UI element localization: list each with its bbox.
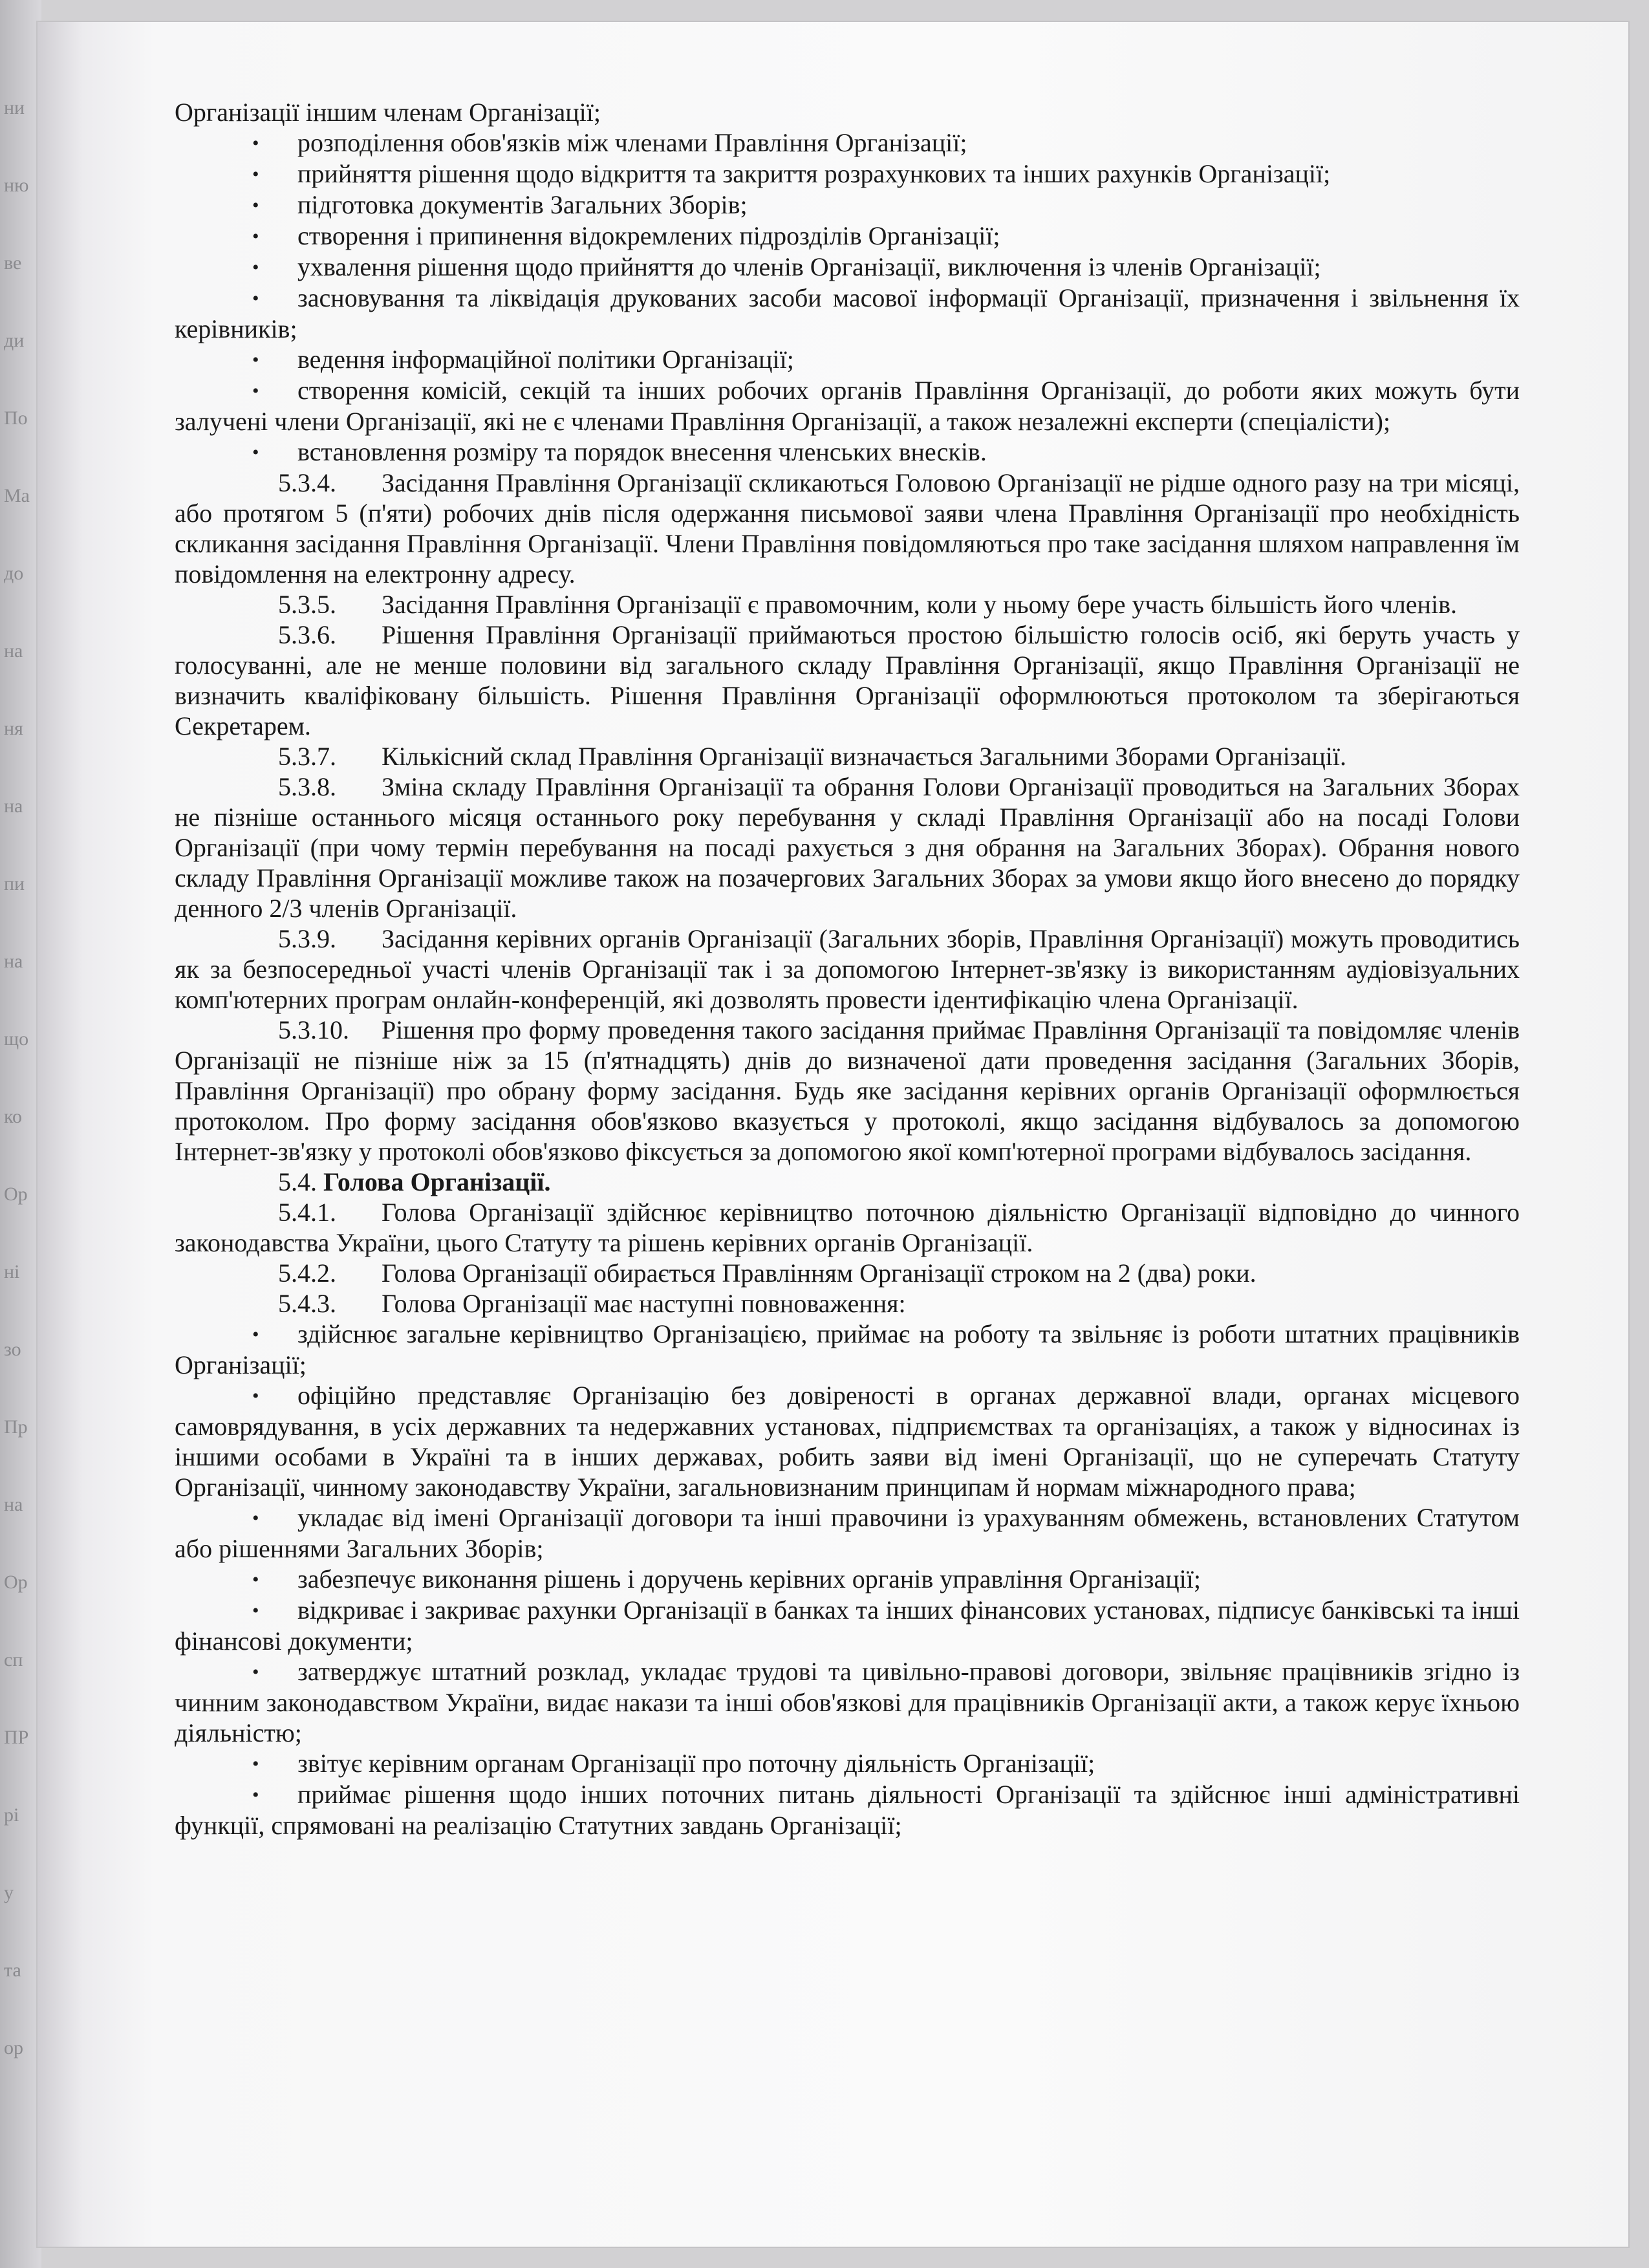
clause-number: 5.4.2. bbox=[278, 1258, 336, 1288]
bullet-text: ведення інформаційної політики Організації; bbox=[297, 345, 794, 374]
bullet-text: укладає від імені Організації договори та інші правочини із урахуванням обмежень, встановлених Статутом або рішеннями Загальних Зборів; bbox=[175, 1503, 1520, 1563]
bullet-item bbox=[175, 1319, 1520, 1380]
numbered-clause bbox=[175, 741, 1520, 772]
clause-text: Голова Організації здійснює керівництво поточною діяльністю Організації відповідно до чинного законодавства України, цього Статуту та рішень керівних органів Організації. bbox=[175, 1198, 1520, 1257]
edge-text-fragment: сп bbox=[4, 1649, 23, 1670]
paragraph-continuation: Організації іншим членам Організації; bbox=[175, 98, 601, 127]
edge-text-fragment: зо bbox=[4, 1339, 21, 1360]
scan-left-edge bbox=[0, 0, 41, 2268]
clause-number: 5.3.9. bbox=[278, 924, 336, 953]
bullet-text: приймає рішення щодо інших поточних питань діяльності Організації та здійснює інші адміністративні функції, спрямовані на реалізацію Статутних завдань Організації; bbox=[175, 1780, 1520, 1840]
clause-number: 5.3.10. bbox=[278, 1015, 349, 1044]
bullet-icon: • bbox=[252, 1324, 259, 1345]
bullet-icon: • bbox=[252, 1569, 259, 1590]
bullet-item bbox=[175, 221, 1520, 252]
bullet-text: підготовка документів Загальних Зборів; bbox=[297, 190, 748, 219]
edge-text-fragment: до bbox=[4, 563, 24, 584]
bullet-text: створення і припинення відокремлених підрозділів Організації; bbox=[297, 221, 1000, 250]
edge-text-fragment: Ор bbox=[4, 1183, 28, 1205]
clause-text: Засідання Правління Організації є правомочним, коли у ньому бере участь більшість його членів. bbox=[382, 590, 1457, 619]
bullet-item bbox=[175, 283, 1520, 344]
bullet-item bbox=[175, 189, 1520, 221]
numbered-clause bbox=[175, 923, 1520, 1015]
bullet-item bbox=[175, 1564, 1520, 1595]
edge-text-fragment: ня bbox=[4, 718, 23, 739]
clause-number: 5.3.4. bbox=[278, 468, 336, 497]
section-title: Голова Організації. bbox=[323, 1167, 551, 1196]
bullet-icon: • bbox=[252, 164, 259, 185]
clause-text: Рішення про форму проведення такого засідання приймає Правління Організації та повідомляє членів Організації не пізніше ніж за 15 (п'ятнадцять) днів до визначеної дати проведення засідання (Загальних Зборів, Правління Організації) про обрану форму засідання. Будь яке засідання керівних органів Організації оформлюється протоколом. Про форму засідання обов'язково вказується у протоколі, якщо засідання відбувалось за допомогою Інтернет-зв'язку у протоколі обов'язково фіксується за допомогою якої комп'ютерної програми відбувалось засідання. bbox=[175, 1015, 1520, 1166]
clause-number: 5.3.8. bbox=[278, 772, 336, 801]
clause-text: Кількісний склад Правління Організації визначається Загальними Зборами Організації. bbox=[382, 742, 1347, 771]
edge-text-fragment: ні bbox=[4, 1261, 20, 1282]
bullet-text: здійснює загальне керівництво Організацією, приймає на роботу та звільняє із роботи штатних працівників Організації; bbox=[175, 1319, 1520, 1379]
edge-text-fragment: що bbox=[4, 1028, 29, 1050]
edge-text-fragment: на bbox=[4, 640, 23, 662]
numbered-clause bbox=[175, 1015, 1520, 1167]
edge-text-fragment: ни bbox=[4, 97, 25, 118]
numbered-clause bbox=[175, 589, 1520, 620]
numbered-clause bbox=[175, 620, 1520, 741]
numbered-clause bbox=[175, 1258, 1520, 1288]
bullet-item bbox=[175, 344, 1520, 375]
bullet-item bbox=[175, 127, 1520, 158]
bullet-icon: • bbox=[252, 1753, 259, 1775]
edge-text-fragment: на bbox=[4, 795, 23, 817]
edge-text-fragment: ПР bbox=[4, 1727, 29, 1748]
bullet-text: розподілення обов'язків між членами Правління Організації; bbox=[297, 128, 967, 157]
edge-text-fragment: По bbox=[4, 407, 28, 429]
clause-text: Засідання керівних органів Організації (Загальних зборів, Правління Організації) можуть проводитись як за безпосередньої участі членів Організації так і за допомогою Інтернет-зв'язку із використанням аудіовізуальних комп'ютерних програм онлайн-конференцій, які дозволять провести ідентифікацію члена Організації. bbox=[175, 924, 1520, 1014]
bullet-icon: • bbox=[252, 349, 259, 371]
bullet-item bbox=[175, 1656, 1520, 1748]
bullet-text: ухвалення рішення щодо прийняття до членів Організації, виключення із членів Організації; bbox=[297, 252, 1321, 281]
edge-text-fragment: ор bbox=[4, 2037, 23, 2058]
bullet-text: відкриває і закриває рахунки Організації в банках та інших фінансових установах, підписує банківські та інші фінансові документи; bbox=[175, 1595, 1520, 1656]
bullet-text: забезпечує виконання рішень і доручень керівних органів управління Організації; bbox=[297, 1564, 1201, 1593]
bullet-item bbox=[175, 1502, 1520, 1564]
clause-number: 5.3.6. bbox=[278, 620, 336, 649]
bullet-icon: • bbox=[252, 1385, 259, 1407]
clause-text: Голова Організації має наступні повноваження: bbox=[382, 1289, 906, 1318]
bullet-item bbox=[175, 1748, 1520, 1779]
bullet-icon: • bbox=[252, 1600, 259, 1621]
bullet-icon: • bbox=[252, 1784, 259, 1806]
edge-text-fragment: у bbox=[4, 1882, 14, 1903]
bullet-item bbox=[175, 1779, 1520, 1841]
bullet-icon: • bbox=[252, 288, 259, 309]
bullet-text: встановлення розміру та порядок внесення членських внесків. bbox=[297, 437, 987, 466]
edge-text-fragment: ве bbox=[4, 252, 22, 274]
edge-text-fragment: ко bbox=[4, 1106, 23, 1127]
numbered-clause bbox=[175, 1288, 1520, 1319]
clause-number: 5.3.5. bbox=[278, 590, 336, 619]
bullet-item bbox=[175, 1595, 1520, 1656]
bullet-item bbox=[175, 158, 1520, 189]
edge-text-fragment: на bbox=[4, 1494, 23, 1515]
clause-number: 5.3.7. bbox=[278, 742, 336, 771]
section-number: 5.4. bbox=[278, 1167, 323, 1196]
clause-text: Рішення Правління Організації приймаються простою більшістю голосів осіб, які беруть участь у голосуванні, але не менше половини від загального складу Правління Організації, якщо Правління Організації не визначить кваліфіковану більшість. Рішення Правління Організації оформлюються протоколом та зберігаються Секретарем. bbox=[175, 620, 1520, 740]
clause-number: 5.4.1. bbox=[278, 1198, 336, 1227]
clause-number: 5.4.3. bbox=[278, 1289, 336, 1318]
clause-text: Засідання Правління Організації скликаються Головою Організації не рідше одного разу на три місяці, або протягом 5 (п'яти) робочих днів після одержання письмової заяви члена Правління Організації про необхідність скликання засідання Правління Організації. Члени Правління повідомляються про таке засідання шляхом направлення їм повідомлення на електронну адресу. bbox=[175, 468, 1520, 589]
bullet-icon: • bbox=[252, 1507, 259, 1529]
bullet-icon: • bbox=[252, 1661, 259, 1683]
bullet-icon: • bbox=[252, 380, 259, 402]
edge-text-fragment: Ма bbox=[4, 485, 30, 506]
numbered-clause bbox=[175, 772, 1520, 923]
edge-text-fragment: ню bbox=[4, 175, 29, 196]
bullet-text: прийняття рішення щодо відкриття та закриття розрахункових та інших рахунків Організації; bbox=[297, 159, 1331, 188]
clause-text: Зміна складу Правління Організації та обрання Голови Організації проводиться на Загальних Зборах не пізніше останнього місяця останнього року перебування у складі Правління Організації або на посаді Голови Організації (при чому термін перебування на посаді рахується з дня обрання на Загальних Зборах). Обрання нового складу Правління Організації можливе також на позачергових Загальних Зборах за умови якщо його внесено до порядку денного 2/3 членів Організації. bbox=[175, 772, 1520, 923]
edge-text-fragment: та bbox=[4, 1960, 21, 1981]
bullet-icon: • bbox=[252, 133, 259, 154]
bullet-icon: • bbox=[252, 195, 259, 216]
bullet-text: затверджує штатний розклад, укладає трудові та цивільно-правові договори, звільняє працівників згідно із чинним законодавством України, видає накази та інші обов'язкові для працівників Організації акти, а також керує їхньою діяльністю; bbox=[175, 1657, 1520, 1747]
numbered-clause bbox=[175, 1197, 1520, 1258]
edge-text-fragment: рі bbox=[4, 1804, 19, 1826]
edge-text-fragment: Пр bbox=[4, 1416, 28, 1438]
bullet-item bbox=[175, 1380, 1520, 1502]
numbered-clause bbox=[175, 468, 1520, 589]
bullet-icon: • bbox=[252, 226, 259, 247]
edge-text-fragment: пи bbox=[4, 873, 25, 894]
bullet-item bbox=[175, 252, 1520, 283]
document-body bbox=[175, 97, 1520, 1841]
bullet-item bbox=[175, 375, 1520, 437]
bullet-item bbox=[175, 437, 1520, 468]
bullet-text: звітує керівним органам Організації про поточну діяльність Організації; bbox=[297, 1749, 1095, 1778]
edge-text-fragment: ди bbox=[4, 330, 25, 351]
clause-text: Голова Організації обирається Правлінням Організації строком на 2 (два) роки. bbox=[382, 1258, 1256, 1288]
bullet-text: створення комісій, секцій та інших робочих органів Правління Організації, до роботи яких можуть бути залучені члени Організації, які не є членами Правління Організації, а також незалежні експерти (спеціалісти); bbox=[175, 376, 1520, 436]
edge-text-fragment: на bbox=[4, 951, 23, 972]
bullet-icon: • bbox=[252, 442, 259, 463]
bullet-text: офіційно представляє Організацію без довіреності в органах державної влади, органах місцевого самоврядування, в усіх державних та недержавних установах, підприємствах та організаціях, а також у відносинах із іншими особами в Україні та в інших державах, робить заяви від імені Організації, що не суперечать Статуту Організації, чинному законодавству України, загальновизнаним принципам й нормам міжнародного права; bbox=[175, 1381, 1520, 1502]
section-heading bbox=[175, 1167, 1520, 1197]
bullet-text: засновування та ліквідація друкованих засоби масової інформації Організації, призначення і звільнення їх керівників; bbox=[175, 283, 1520, 343]
edge-text-fragment: Ор bbox=[4, 1571, 28, 1593]
bullet-icon: • bbox=[252, 257, 259, 278]
